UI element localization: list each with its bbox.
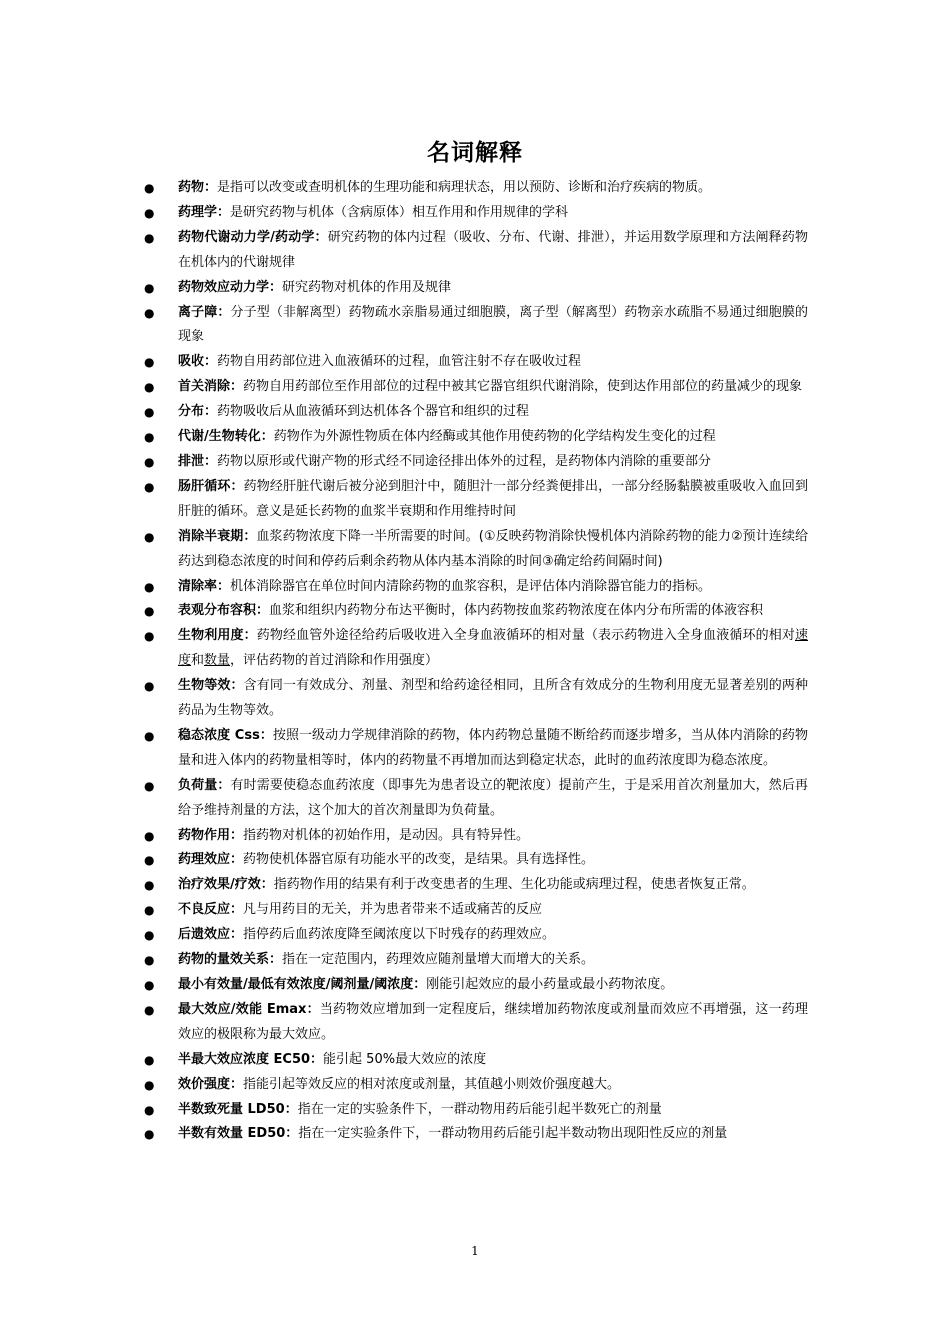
- bullet-icon: ●: [144, 230, 155, 245]
- list-item: [0, 599, 808, 624]
- list-item: [0, 350, 808, 375]
- bullet-icon: ●: [144, 828, 155, 843]
- list-item: [0, 276, 808, 301]
- list-item: [0, 674, 808, 724]
- list-item: [0, 824, 808, 849]
- definition: 是研究药物与机体（含病原体）相互作用和作用规律的学科: [230, 204, 569, 220]
- list-item: [0, 1122, 808, 1147]
- page-number: 1: [471, 1244, 479, 1258]
- term: 分布：: [178, 404, 218, 420]
- list-item: [0, 848, 808, 873]
- bullet-icon: ●: [144, 1077, 155, 1092]
- term: 效价强度：: [178, 1076, 244, 1092]
- term: 生物等效：: [178, 678, 244, 694]
- term: 排泄：: [178, 453, 218, 469]
- list-item: [0, 1098, 808, 1123]
- definition: 有时需要使稳态血药浓度（即事先为患者设立的靶浓度）提前产生，于是采用首次剂量加大，然后再给予维持剂量的方法，这个加大的首次剂量即为负荷量。: [178, 777, 808, 818]
- list-item: [0, 176, 808, 201]
- term: 最小有效量/最低有效浓度/阈剂量/阈浓度：: [178, 977, 427, 992]
- list-item: [0, 923, 808, 948]
- term: 药物的量效关系：: [178, 952, 283, 968]
- definition: 是指可以改变或查明机体的生理功能和病理状态，用以预防、诊断和治疗疾病的物质。: [217, 180, 712, 195]
- term: 消除半衰期：: [178, 528, 257, 544]
- term-list: [0, 176, 950, 1147]
- bullet-icon: ●: [144, 355, 155, 370]
- list-item: [0, 774, 808, 824]
- definition: 指停药后血药浓度降至阈浓度以下时残存的药理效应。: [243, 927, 556, 943]
- bullet-icon: ●: [144, 778, 155, 793]
- definition: 血浆和组织内药物分布达平衡时，体内药物按血浆药物浓度在体内分布所需的体液容积: [269, 603, 764, 619]
- bullet-icon: ●: [144, 903, 155, 918]
- bullet-icon: ●: [144, 1052, 155, 1067]
- term: 稳态浓度 Css：: [178, 727, 273, 743]
- bullet-icon: ●: [144, 1127, 155, 1142]
- term: 治疗效果/疗效：: [178, 877, 274, 893]
- definition: 按照一级动力学规律消除的药物，体内药物总量随不断给药而逐步增多，当从体内消除的药物量和进入体内的药物量相等时，体内的药物量不再增加而达到稳定状态，此时的血药浓度即为稳态浓度。: [178, 727, 808, 768]
- bullet-icon: ●: [144, 579, 155, 594]
- bullet-icon: ●: [144, 928, 155, 943]
- list-item: [0, 375, 808, 400]
- underlined-word: 数量: [204, 653, 231, 669]
- term: 首关消除：: [178, 379, 244, 395]
- bullet-icon: ●: [144, 280, 155, 295]
- definition: 药物使机体器官原有功能水平的改变，是结果。具有选择性。: [243, 852, 595, 868]
- list-item: [0, 425, 808, 450]
- definition: 研究药物的体内过程（吸收、分布、代谢、排泄），并运用数学原理和方法阐释药物在机体内的代谢规律: [178, 229, 808, 270]
- definition: 药物以原形或代谢产物的形式经不同途径排出体外的过程，是药物体内消除的重要部分: [217, 453, 712, 469]
- bullet-icon: ●: [144, 1102, 155, 1117]
- term: 药物效应动力学：: [178, 279, 283, 295]
- definition: 刚能引起效应的最小药量或最小药物浓度。: [426, 977, 674, 992]
- term: 半数有效量 ED50：: [178, 1126, 299, 1142]
- bullet-icon: ●: [144, 181, 155, 195]
- term: 药物作用：: [178, 827, 244, 843]
- definition: 指在一定的实验条件下，一群动物用药后能引起半数死亡的剂量: [297, 1101, 662, 1117]
- term: 清除率：: [178, 578, 231, 594]
- list-item: [0, 624, 808, 674]
- bullet-icon: ●: [144, 978, 155, 992]
- definition: 药物自用药部位至作用部位的过程中被其它器官组织代谢消除，使到达作用部位的药量减少的现象: [243, 379, 803, 395]
- bullet-icon: ●: [144, 604, 155, 619]
- term: 药物：: [178, 180, 218, 195]
- definition: 机体消除器官在单位时间内清除药物的血浆容积，是评估体内消除器官能力的指标。: [230, 578, 712, 594]
- list-item: [0, 575, 808, 600]
- list-item: [0, 1048, 808, 1073]
- definition: 血浆药物浓度下降一半所需要的时间。(①反映药物消除快慢机体内消除药物的能力②预计连续给药达到稳态浓度的时间和停药后剩余药物从体内基本消除的时间③确定给药间隔时间): [178, 528, 808, 569]
- definition: 指药物作用的结果有利于改变患者的生理、生化功能或病理过程，使患者恢复正常。: [273, 877, 755, 893]
- term: 生物利用度：: [178, 628, 257, 644]
- bullet-icon: ●: [144, 479, 155, 494]
- term: 药理学：: [178, 204, 231, 220]
- definition: 研究药物对机体的作用及规律: [282, 279, 452, 295]
- bullet-icon: ●: [144, 679, 155, 694]
- term: 肠肝循环：: [178, 478, 244, 494]
- bullet-icon: ●: [144, 1002, 155, 1017]
- definition: 分子型（非解离型）药物疏水亲脂易通过细胞膜，离子型（解离型）药物亲水疏脂不易通过细胞膜的现象: [178, 304, 808, 345]
- term: 离子障：: [178, 304, 231, 320]
- underlined-word: 速度: [178, 628, 808, 669]
- list-item: [0, 400, 808, 425]
- bullet-icon: ●: [144, 380, 155, 395]
- list-item: [0, 998, 808, 1048]
- term: 代谢/生物转化：: [178, 429, 274, 445]
- definition: 指在一定实验条件下，一群动物用药后能引起半数动物出现阳性反应的剂量: [298, 1126, 728, 1142]
- list-item: [0, 1073, 808, 1098]
- list-item: [0, 724, 808, 774]
- bullet-icon: ●: [144, 728, 155, 743]
- bullet-icon: ●: [144, 853, 155, 868]
- bullet-icon: ●: [144, 305, 155, 320]
- term: 药物代谢动力学/药动学：: [178, 229, 328, 245]
- bullet-icon: ●: [144, 454, 155, 469]
- definition: 药物自用药部位进入血液循环的过程，血管注射不存在吸收过程: [217, 354, 582, 370]
- definition: 含有同一有效成分、剂量、剂型和给药途径相同，且所含有效成分的生物利用度无显著差别的两种药品为生物等效。: [178, 678, 808, 719]
- definition: 药物经肝脏代谢后被分泌到胆汁中，随胆汁一部分经粪便排出，一部分经肠黏膜被重吸收入血回到肝脏的循环。意义是延长药物的血浆半衰期和作用维持时间: [178, 478, 808, 519]
- term: 负荷量：: [178, 777, 231, 793]
- list-item: [0, 948, 808, 973]
- term: 后遗效应：: [178, 927, 244, 943]
- bullet-icon: ●: [144, 629, 155, 644]
- bullet-icon: ●: [144, 205, 155, 220]
- term: 最大效应/效能 Emax：: [178, 1001, 320, 1017]
- term: 不良反应：: [178, 902, 244, 918]
- bullet-icon: ●: [144, 405, 155, 420]
- bullet-icon: ●: [144, 953, 155, 968]
- page-title: 名词解释: [427, 140, 523, 166]
- definition: 指药物对机体的初始作用，是动因。具有特异性。: [243, 827, 530, 843]
- term: 药理效应：: [178, 852, 244, 868]
- list-item: [0, 201, 808, 226]
- definition-tail: ，评估药物的首过消除和作用强度）: [230, 653, 439, 669]
- term: 半数致死量 LD50：: [178, 1101, 298, 1117]
- list-item: [0, 301, 808, 351]
- list-item: [0, 450, 808, 475]
- bullet-icon: ●: [144, 529, 155, 544]
- definition: 药物作为外源性物质在体内经酶或其他作用使药物的化学结构发生变化的过程: [273, 429, 716, 445]
- list-item: [0, 898, 808, 923]
- list-item: [0, 973, 808, 998]
- definition: 药物经血管外途径给药后吸收进入全身血液循环的相对量（表示药物进入全身血液循环的相对: [256, 628, 795, 644]
- definition: 当药物效应增加到一定程度后，继续增加药物浓度或剂量而效应不再增强，这一药理效应的极限称为最大效应。: [178, 1001, 808, 1042]
- definition: 能引起 50%最大效应的浓度: [323, 1051, 487, 1067]
- definition: 药物吸收后从血液循环到达机体各个器官和组织的过程: [217, 404, 530, 420]
- list-item: [0, 475, 808, 525]
- definition: 凡与用药目的无关，并为患者带来不适或痛苦的反应: [243, 902, 543, 918]
- bullet-icon: ●: [144, 878, 155, 893]
- list-item: [0, 525, 808, 575]
- definition: 指能引起等效反应的相对浓度或剂量，其值越小则效价强度越大。: [243, 1076, 621, 1092]
- list-item: [0, 873, 808, 898]
- definition: 指在一定范围内，药理效应随剂量增大而增大的关系。: [282, 952, 595, 968]
- term: 表观分布容积：: [178, 603, 270, 619]
- term: 吸收：: [178, 354, 218, 370]
- list-item: [0, 226, 808, 276]
- definition-joiner: 和: [191, 653, 205, 669]
- term: 半最大效应浓度 EC50：: [178, 1051, 324, 1067]
- bullet-icon: ●: [144, 430, 155, 445]
